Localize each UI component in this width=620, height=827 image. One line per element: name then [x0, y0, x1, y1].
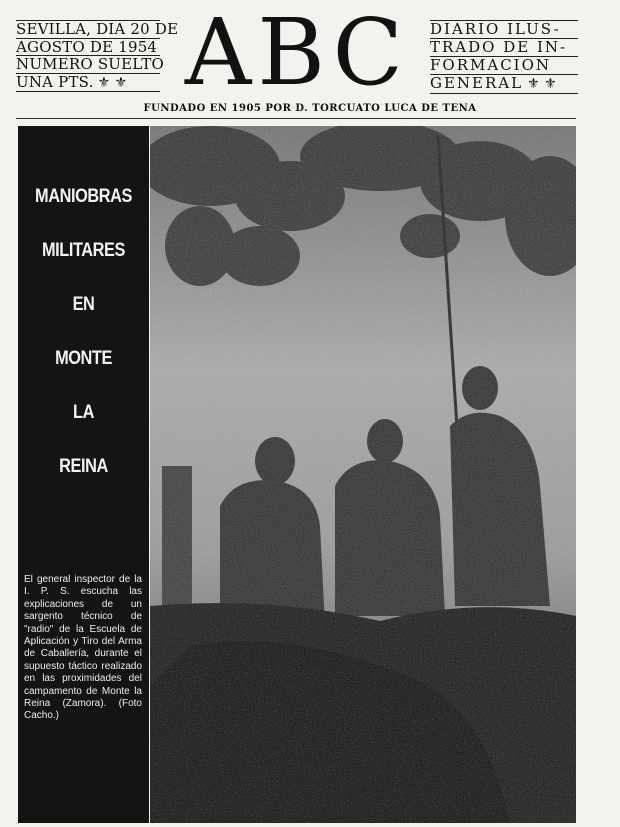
masthead-price-line-1: NUMERO SUELTO	[16, 55, 164, 73]
masthead-date-price	[16, 20, 179, 92]
headline-line: MILITARES	[42, 240, 125, 261]
front-page-photo	[150, 126, 576, 823]
masthead-price-text: UNA PTS.	[16, 72, 94, 91]
fleur-icon: ⚜ ⚜	[97, 74, 128, 91]
masthead-date-line-1: SEVILLA, DIA 20 DE	[16, 20, 179, 38]
newspaper-logo: ABC	[184, 0, 410, 106]
divider	[430, 93, 578, 94]
headline-line: MANIOBRAS	[35, 186, 132, 207]
headline-line: EN	[72, 294, 95, 315]
masthead-desc-text: GENERAL	[430, 74, 524, 92]
divider	[16, 91, 160, 92]
photo-grain	[150, 126, 576, 823]
masthead-desc-line-1: DIARIO ILUS-	[430, 20, 561, 38]
headline	[27, 170, 140, 494]
masthead-price-line-2	[16, 74, 160, 92]
masthead-date-line-2: AGOSTO DE 1954	[16, 37, 158, 56]
photo-caption: El general inspector de la I. P. S. escucha las explicaciones de un sargento técnico de "radio" de la Escuela de Aplicación y Tiro del Arma de Caballería, durante el supuesto táctico realizado en las proximidades del campamento de Monte la Reina (Zamora). (Foto Cacho.)	[24, 574, 142, 722]
divider	[16, 118, 576, 119]
headline-line: LA	[73, 402, 94, 423]
founded-line: FUNDADO EN 1905 POR D. TORCUATO LUCA DE TENA	[143, 103, 477, 114]
fleur-icon: ⚜ ⚜	[527, 76, 557, 92]
masthead-desc-line-2: TRADO DE IN-	[430, 38, 568, 56]
headline-line: MONTE	[55, 348, 112, 369]
headline-line: REINA	[59, 456, 108, 477]
photo-illustration	[150, 126, 576, 823]
masthead-desc-line-3: FORMACION	[430, 56, 552, 74]
masthead-desc-line-4	[430, 75, 578, 93]
masthead-description	[430, 20, 578, 94]
